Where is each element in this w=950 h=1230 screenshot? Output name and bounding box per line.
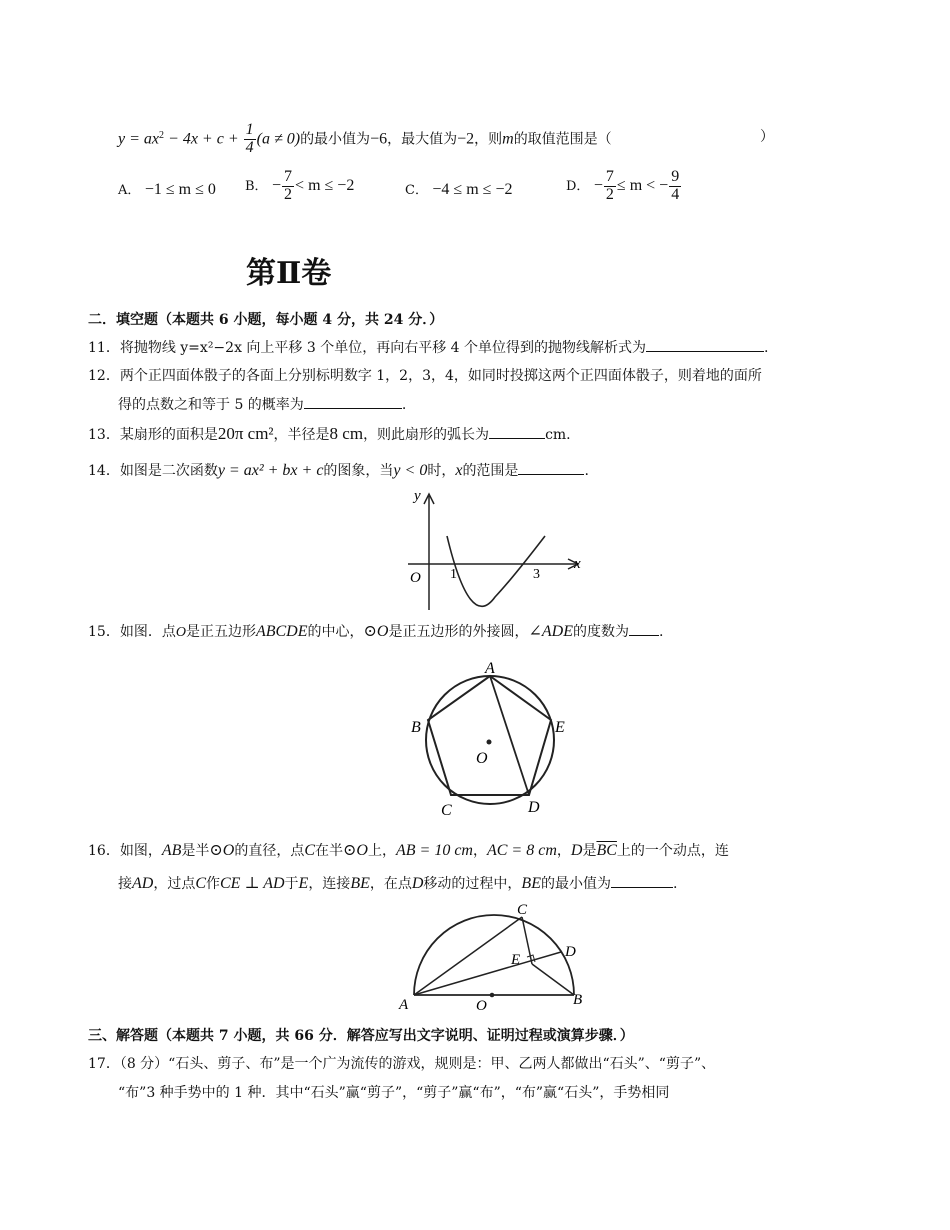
center-point	[490, 993, 495, 998]
origin-label: O	[410, 570, 421, 586]
label-d: D	[565, 944, 576, 960]
q10-b-fraction: $\frac{7}{2}$	[284, 167, 293, 203]
label-a: A	[485, 660, 495, 677]
label-b: B	[573, 992, 583, 1008]
question-17-line2: “布”3 种手势中的 1 种．其中“石头”赢“剪子”，“剪子”赢“布”，“布”赢“石头”，手势相同	[118, 1085, 670, 1101]
question-11: 11．将抛物线 y=x²−2x 向上平移 3 个单位，再向右平移 4 个单位得到的抛物线解析式为 .	[88, 337, 768, 357]
q12-answer-blank[interactable]	[304, 394, 402, 409]
section3-title: 三、解答题（本题共 7 小题，共 66 分．解答应写出文字说明、证明过程或演算步骤．）	[88, 1028, 634, 1044]
question-12-line2: 得的点数之和等于 5 的概率为 .	[118, 394, 406, 414]
label-o: O	[476, 750, 488, 767]
q16-answer-blank[interactable]	[611, 873, 673, 888]
question-17-line1: 17．（8 分）“石头、剪子、布”是一个广为流传的游戏，规则是：甲、乙两人都做出“石头”、“剪子”、	[88, 1056, 716, 1072]
label-e: E	[555, 719, 565, 736]
center-point	[487, 740, 492, 745]
question-16-line1: 16．如图，AB是半⊙O的直径，点C在半⊙O上，AB = 10 cm，AC = 8 cm，D是$\overline{BC}$上的一个动点，连	[88, 842, 729, 859]
section2-title: 二．填空题（本题共 6 小题，每小题 4 分，共 24 分．）	[88, 312, 444, 328]
label-e: E	[511, 952, 521, 968]
q13-answer-blank[interactable]	[489, 424, 545, 439]
q10-option-b[interactable]: B． − $\frac{7}{2}$ < m ≤ −2	[245, 167, 355, 203]
q14-answer-blank[interactable]	[518, 460, 584, 475]
segment-ad	[490, 676, 529, 795]
y-axis-label: y	[414, 488, 421, 504]
volume-title: 第Ⅱ卷	[246, 256, 332, 291]
x-axis-label: x	[574, 556, 581, 572]
question-14: 14．如图是二次函数y = ax² + bx + c的图象，当y < 0时，x的范围是 .	[88, 462, 589, 479]
q15-pentagon-figure	[405, 660, 580, 820]
root1-label: 1	[450, 567, 457, 582]
q10-close-paren: ）	[760, 129, 774, 145]
q10-option-c[interactable]: C． −4 ≤ m ≤ −2	[405, 181, 513, 198]
segment-be	[532, 964, 574, 995]
question-13: 13．某扇形的面积是20π cm²，半径是8 cm，则此扇形的弧长为 cm.	[88, 424, 571, 443]
label-a: A	[399, 997, 409, 1013]
question-12-line1: 12．两个正四面体骰子的各面上分别标明数字 1，2，3，4，如同时投掷这两个正四面体骰子，则着地的面所	[88, 368, 762, 384]
label-c: C	[517, 902, 528, 918]
parabola-curve	[447, 536, 545, 606]
q10-fraction: $\frac{1}{4}$	[245, 121, 254, 157]
root2-label: 3	[533, 567, 540, 582]
q10-d-fraction1: $\frac{7}{2}$	[605, 167, 614, 203]
q10-d-fraction2: $\frac{9}{4}$	[671, 167, 680, 203]
label-d: D	[528, 799, 540, 816]
q11-answer-blank[interactable]	[646, 337, 764, 352]
q10-option-d[interactable]: D． − $\frac{7}{2}$ ≤ m < − $\frac{9}{4}$	[566, 167, 680, 203]
segment-ac	[414, 917, 522, 995]
label-b: B	[411, 719, 421, 736]
label-c: C	[441, 802, 452, 819]
q10-option-a[interactable]: A． −1 ≤ m ≤ 0	[118, 181, 216, 198]
q14-parabola-graph	[400, 484, 590, 616]
question-16-line2: 接AD，过点C作CE ⊥ AD于E，连接BE，在点D移动的过程中，BE的最小值为 .	[118, 875, 678, 892]
question-15: 15．如图．点O是正五边形ABCDE的中心，⊙O是正五边形的外接圆，∠ADE的度数为 .	[88, 623, 664, 640]
segment-ad	[414, 952, 561, 995]
q10-stem: $y = ax^2 - 4x + c$ + $\frac{1}{4}$ (a ≠ 0)的最小值为−6，最大值为−2，则m的取值范围是（	[118, 121, 612, 157]
q16-semicircle-figure	[396, 900, 596, 1015]
q15-answer-blank[interactable]	[629, 621, 659, 636]
label-o: O	[476, 998, 487, 1014]
